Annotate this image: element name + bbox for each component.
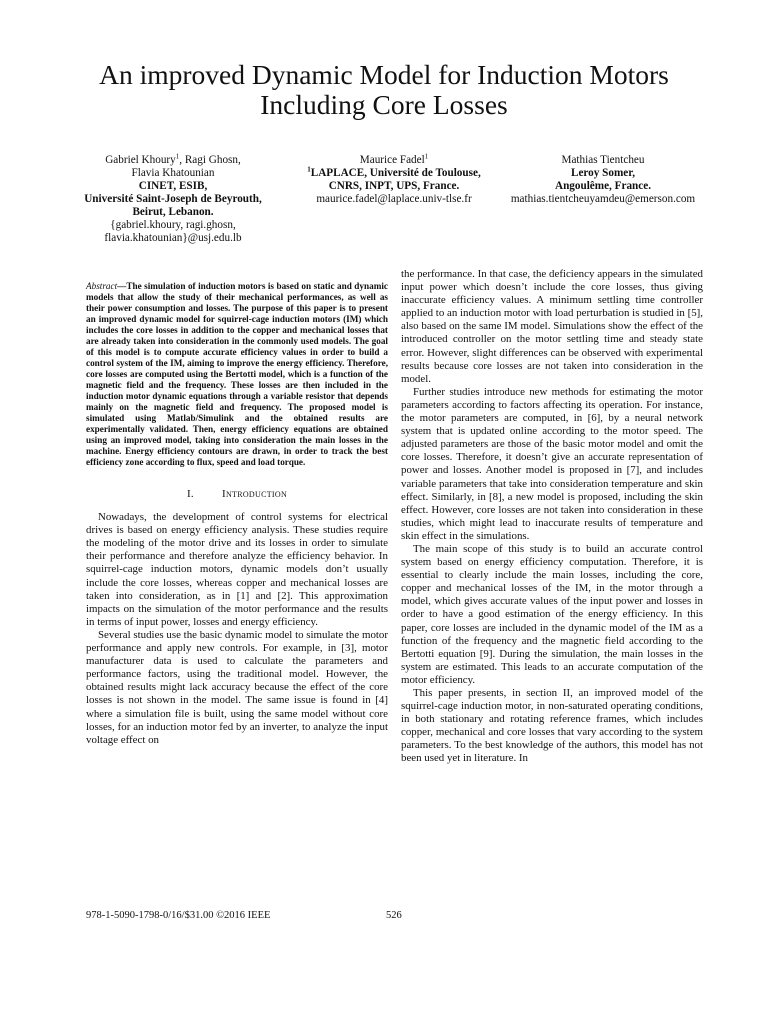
section-title: Introduction [221, 488, 288, 500]
author-column-3 [500, 154, 706, 206]
author-name-ghosn: , Ragi Ghosn, [179, 154, 241, 166]
author-name-fadel: Maurice Fadel [359, 154, 425, 166]
author-column-2 [288, 154, 500, 206]
body-paragraph: Nowadays, the development of control systems for electrical drives is based on energy efficiency analysis. These studies require the modeling of the motor drive and its losses in order to simulate their performance and therefore analyze the efficiency behavior. In squirrel-cage induction motors, dynamic models don’t usually include the core losses, whereas copper and mechanical losses are taken into consideration, as in [1] and [2]. This approximation impacts on the simulation of the motor performance and the results in terms of input power, losses and energy efficiency. [86, 511, 388, 628]
affiliation-marker: 1 [424, 152, 429, 161]
author-email: maurice.fadel@laplace.univ-tlse.fr [316, 193, 472, 205]
body-paragraph: Further studies introduce new methods for estimating the motor parameters according to factors affecting its operation. For instance, the motor parameters are computed, in [6], by a neural network system that is updated online according to the motor speed. The adjusted parameters are those of the basic motor model and omit the core losses. Therefore, it doesn’t give an accurate representation of power and losses. Another model is proposed in [7], and includes variable parameters that take into consideration temperature and skin effect. Similarly, in [8], a new model is proposed, including the skin effect. However, core losses are not taken into consideration in these studies, which might lead to inaccurate results of temperature and skin effect in the simulations. [401, 385, 703, 542]
affiliation-line-1: CINET, ESIB, [138, 180, 208, 192]
right-column [401, 268, 703, 766]
body-paragraph: The main scope of this study is to build an accurate control system based on energy efficiency computation. Therefore, it is essential to clearly include the main losses, including the core, copper and mechanical losses of the IM, in the motor through a model, which gives accurate values of the input power and losses in order to have a good estimation of the energy efficiency. In this paper, core losses are included in the dynamic model of the IM as a function of the frequency and the magnetic field according to the Bertotti equation [9]. During the simulation, the main losses in the system are estimated. This leads to an accurate computation of the motor efficiency. [401, 542, 703, 686]
affiliation-line-3: Beirut, Lebanon. [132, 206, 214, 218]
section-heading-introduction [86, 488, 388, 501]
left-column [86, 281, 388, 747]
author-name-fadel-line [288, 154, 500, 167]
page-number: 526 [386, 910, 402, 921]
author-names-line-1 [65, 154, 281, 167]
author-name-tientcheu: Mathias Tientcheu [561, 154, 645, 166]
abstract-text: —The simulation of induction motors is based on static and dynamic models that allow the study of their mechanical performances, as well as their power consumption and losses. The purpose of this paper is to present an improved dynamic model for squirrel-cage induction motors (IM) which includes the core losses in addition to the copper and mechanical losses that are already taken into consideration in the commonly used models. The goal of this model is to compute accurate efficiency values in order to build a control system of the IM, aiming to improve the energy efficiency. Therefore, core losses are computed using the Bertotti model, which is a function of the magnetic field and the frequency. These losses are then included in the induction motor dynamic equations through a variable resistor that depends mainly on the magnetic field and frequency. The proposed model is simulated using Matlab/Simulink and the obtained results are experimentally validated. Then, energy efficiency equations are obtained using an improved model, taking into consideration the main losses in the machine. Energy efficiency contours are drawn, in order to track the best efficiency zone according to flux, speed and load torque. [86, 281, 388, 467]
title-line-1: An improved Dynamic Model for Induction Motors [99, 59, 669, 90]
affiliation-text: LAPLACE, Université de Toulouse, [310, 167, 481, 179]
author-email-line-2: flavia.khatounian}@usj.edu.lb [104, 232, 242, 244]
title-line-2: Including Core Losses [260, 89, 508, 120]
affiliation-line-2: CNRS, INPT, UPS, France. [328, 180, 460, 192]
body-paragraph: the performance. In that case, the deficiency appears in the simulated input power which doesn’t include the core losses, thus giving inaccurate efficiency values. A minimum settling time controller applied to an induction motor with load perturbation is studied in [5], also based on the same IM model. Simulations show the effect of the introduced controller on the motor settling time and steady state error. However, slight differences can be observed with experimental results because core losses are not taken into consideration in the model. [401, 268, 703, 385]
author-column-1 [65, 154, 281, 245]
paper-title [60, 60, 708, 120]
affiliation-line-2: Angoulême, France. [554, 180, 651, 192]
section-number: I. [186, 488, 194, 500]
author-email-line-1: {gabriel.khoury, ragi.ghosn, [110, 219, 236, 231]
author-email: mathias.tientcheuyamdeu@emerson.com [510, 193, 696, 205]
abstract-label: Abstract [86, 281, 118, 291]
footer-isbn: 978-1-5090-1798-0/16/$31.00 ©2016 IEEE [86, 910, 271, 921]
affiliation-line-2: Université Saint-Joseph de Beyrouth, [84, 193, 262, 205]
body-paragraph: Several studies use the basic dynamic model to simulate the motor performance and apply new controls. For example, in [3], motor manufacturer data is used to calculate the parameters and performance factors, using the traditional model. However, the obtained results might lack accuracy because the effect of the core losses is not shown in the model. The same issue is found in [4] where a simulation file is built, using the same model without core losses, for an induction motor fed by an inverter, to analyze the input voltage effect on [86, 628, 388, 746]
body-paragraph: This paper presents, in section II, an improved model of the squirrel-cage induction motor, in non-saturated operating conditions, in both stationary and rotating reference frames, which includes copper, mechanical and core losses that vary according to the system parameters. To the best knowledge of the authors, this model has not been used yet in literature. In [401, 687, 703, 765]
affiliation-line-1 [288, 167, 500, 180]
author-name-khoury: Gabriel Khoury [105, 154, 176, 166]
affiliation-marker: 1 [307, 165, 311, 174]
author-block [0, 154, 768, 264]
author-names-line-2: Flavia Khatounian [131, 167, 215, 179]
affiliation-marker: 1 [175, 152, 180, 161]
abstract [86, 281, 388, 468]
affiliation-line-1: Leroy Somer, [570, 167, 635, 179]
